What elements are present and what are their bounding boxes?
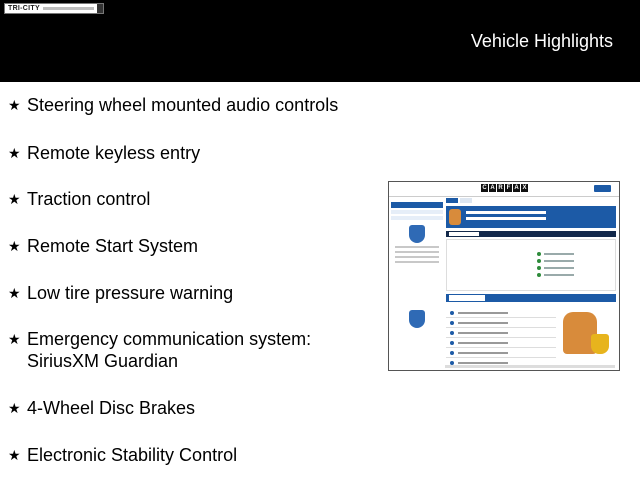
sidebar-menu-active	[391, 202, 443, 208]
carfax-banner	[446, 206, 616, 228]
history-row	[446, 308, 556, 318]
feature-item	[8, 142, 367, 164]
feature-text: Low tire pressure warning	[27, 283, 234, 303]
feature-text: 4-Wheel Disc Brakes	[27, 398, 196, 418]
vehicle-history-report-bar	[446, 294, 616, 302]
feature-item	[8, 235, 367, 257]
feature-text: Traction control	[27, 189, 151, 209]
carfax-main-panel	[446, 198, 616, 302]
feature-text: Remote keyless entry	[27, 143, 201, 163]
shield-icon	[409, 225, 425, 243]
header-bar	[0, 0, 640, 82]
feature-text: Emergency communication system: SiriusXM Guardian	[27, 329, 312, 371]
section-header-bar	[446, 231, 616, 237]
history-rows	[446, 308, 556, 368]
history-row	[446, 348, 556, 358]
feature-item	[8, 397, 367, 419]
feature-text: Electronic Stability Control	[27, 445, 238, 465]
summary-line	[544, 267, 574, 269]
star-icon: ★	[8, 447, 21, 463]
history-summary-box	[446, 239, 616, 291]
feature-item	[8, 328, 367, 372]
star-icon: ★	[8, 331, 21, 347]
carfax-logo: C A R F A X	[482, 185, 527, 191]
carfax-topbar	[389, 182, 619, 197]
check-icon	[537, 259, 541, 263]
star-icon: ★	[8, 400, 21, 416]
sidebar-menu-item	[391, 216, 443, 220]
carfax-sidebar	[391, 198, 443, 263]
sidebar-menu-item	[391, 210, 443, 214]
star-icon: ★	[8, 285, 21, 301]
logo-contact-block	[97, 4, 103, 13]
summary-line	[544, 274, 574, 276]
footer-text-line	[445, 365, 615, 368]
feature-text: Remote Start System	[27, 236, 199, 256]
logo-divider	[43, 7, 94, 10]
summary-line	[544, 253, 574, 255]
fox-mascot-icon	[449, 209, 461, 225]
carfax-report-thumbnail[interactable]	[388, 181, 620, 371]
feature-item	[8, 444, 367, 466]
dealer-logo-text: TRI-CITY	[8, 5, 40, 12]
history-row	[446, 328, 556, 338]
history-row	[446, 318, 556, 328]
check-icon	[537, 252, 541, 256]
history-row	[446, 338, 556, 348]
feature-text: Steering wheel mounted audio controls	[27, 95, 339, 115]
award-badge-icon	[591, 334, 609, 354]
print-button[interactable]	[594, 185, 611, 192]
page-title: Vehicle Highlights	[470, 31, 613, 51]
shield-icon	[409, 310, 425, 328]
dealer-logo[interactable]	[4, 3, 104, 14]
star-icon: ★	[8, 97, 21, 113]
check-icon	[537, 266, 541, 270]
star-icon: ★	[8, 145, 21, 161]
star-icon: ★	[8, 191, 21, 207]
feature-item	[8, 188, 367, 210]
summary-line	[544, 260, 574, 262]
feature-item	[8, 282, 367, 304]
star-icon: ★	[8, 238, 21, 254]
feature-item	[8, 94, 367, 116]
carfax-tabs	[446, 198, 616, 203]
sidebar-text-lines	[391, 246, 443, 263]
check-icon	[537, 273, 541, 277]
banner-text-lines	[466, 211, 546, 214]
